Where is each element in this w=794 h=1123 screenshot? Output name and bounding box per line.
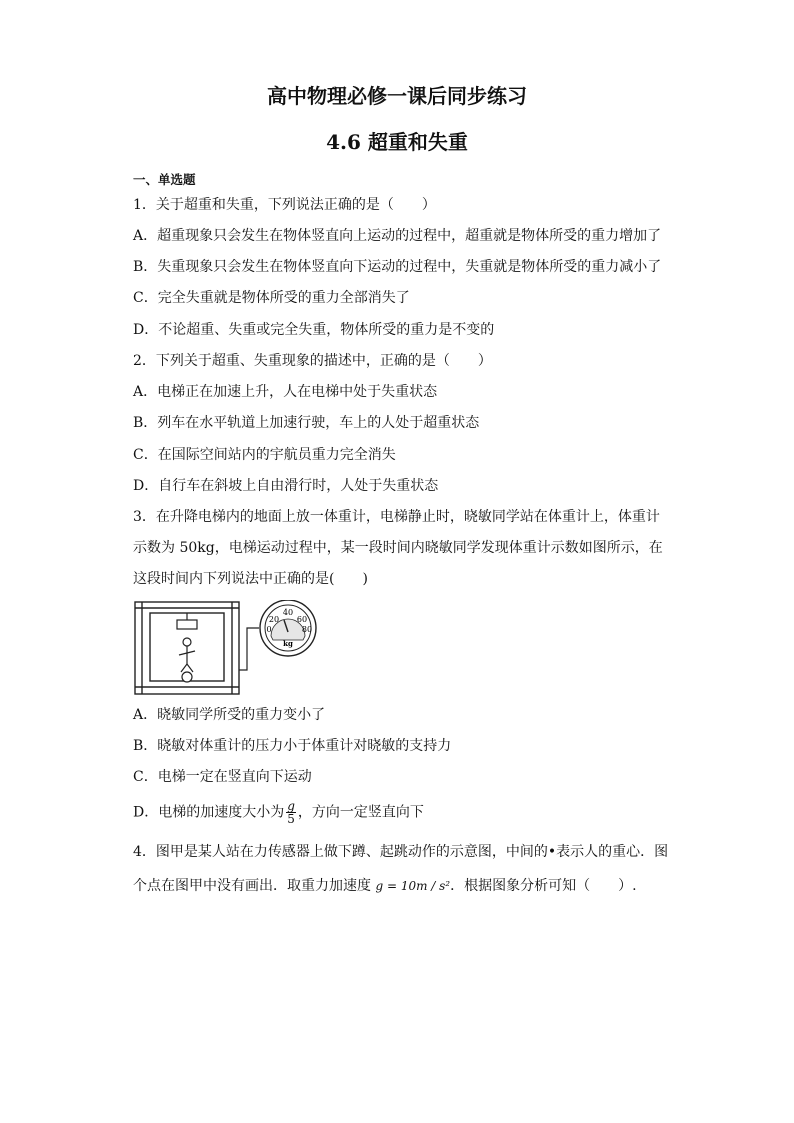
elevator-scale-figure	[133, 600, 323, 696]
q3-option-d-text: D．电梯的加速度大小为	[133, 804, 285, 821]
connecting-cable	[239, 628, 259, 670]
dial-tick-40: 40	[282, 608, 294, 617]
q3-option-a: A．晓敏同学所受的重力变小了	[133, 707, 326, 723]
q3-option-c: C．电梯一定在竖直向下运动	[133, 769, 312, 785]
q2-option-a: A．电梯正在加速上升，人在电梯中处于失重状态	[133, 384, 438, 400]
q3-option-d	[133, 800, 424, 825]
q1-option-a: A．超重现象只会发生在物体竖直向上运动的过程中，超重就是物体所受的重力增加了	[133, 228, 662, 244]
q4-stem-line-1: 4．图甲是某人站在力传感器上做下蹲、起跳动作的示意图，中间的•表示人的重心．图	[133, 844, 669, 860]
q1-option-c: C．完全失重就是物体所受的重力全部消失了	[133, 290, 410, 306]
q1-stem: 1．关于超重和失重，下列说法正确的是（ ）	[133, 197, 436, 213]
dial-tick-0: 0	[266, 625, 272, 634]
lesson-subtitle: 4.6 超重和失重	[326, 130, 468, 154]
q3-stem-line-2: 示数为 50kg，电梯运动过程中，某一段时间内晓敏同学发现体重计示数如图所示，在	[133, 540, 663, 556]
ceiling-lamp	[177, 613, 197, 629]
q2-option-c: C．在国际空间站内的宇航员重力完全消失	[133, 447, 396, 463]
q4-stem-line-2-text: 个点在图甲中没有画出．取重力加速度	[133, 878, 376, 894]
fraction-denominator: 5	[287, 812, 295, 826]
q2-stem: 2．下列关于超重、失重现象的描述中，正确的是（ ）	[133, 353, 492, 369]
q4-stem-line-2-tail: ．根据图象分析可知（ ）.	[450, 878, 637, 894]
fraction-numerator: g	[287, 799, 295, 813]
dial-tick-80: 80	[301, 625, 313, 634]
g-over-5-fraction	[286, 800, 296, 825]
q4-stem-line-2	[133, 877, 637, 895]
gravity-formula: g = 10m / s²	[375, 879, 451, 893]
dial-unit: kg	[283, 639, 293, 648]
scale-dial	[260, 600, 316, 656]
q2-option-d: D．自行车在斜坡上自由滑行时，人处于失重状态	[133, 478, 439, 494]
dial-tick-20: 20	[268, 615, 280, 624]
section-heading: 一、单选题	[133, 172, 196, 187]
floor-scale	[182, 672, 192, 682]
document-title: 高中物理必修一课后同步练习	[267, 84, 527, 108]
q3-option-d-tail: ，方向一定竖直向下	[297, 804, 424, 821]
q3-stem-line-1: 3．在升降电梯内的地面上放一体重计，电梯静止时，晓敏同学站在体重计上，体重计	[133, 509, 660, 525]
q1-option-d: D．不论超重、失重或完全失重，物体所受的重力是不变的	[133, 322, 495, 338]
dial-tick-60: 60	[296, 615, 308, 624]
person-figure	[179, 638, 195, 672]
q1-option-b: B．失重现象只会发生在物体竖直向下运动的过程中，失重就是物体所受的重力减小了	[133, 259, 662, 275]
q3-stem-line-3: 这段时间内下列说法中正确的是( )	[133, 571, 368, 587]
q3-option-b: B．晓敏对体重计的压力小于体重计对晓敏的支持力	[133, 738, 452, 754]
q2-option-b: B．列车在水平轨道上加速行驶，车上的人处于超重状态	[133, 415, 480, 431]
